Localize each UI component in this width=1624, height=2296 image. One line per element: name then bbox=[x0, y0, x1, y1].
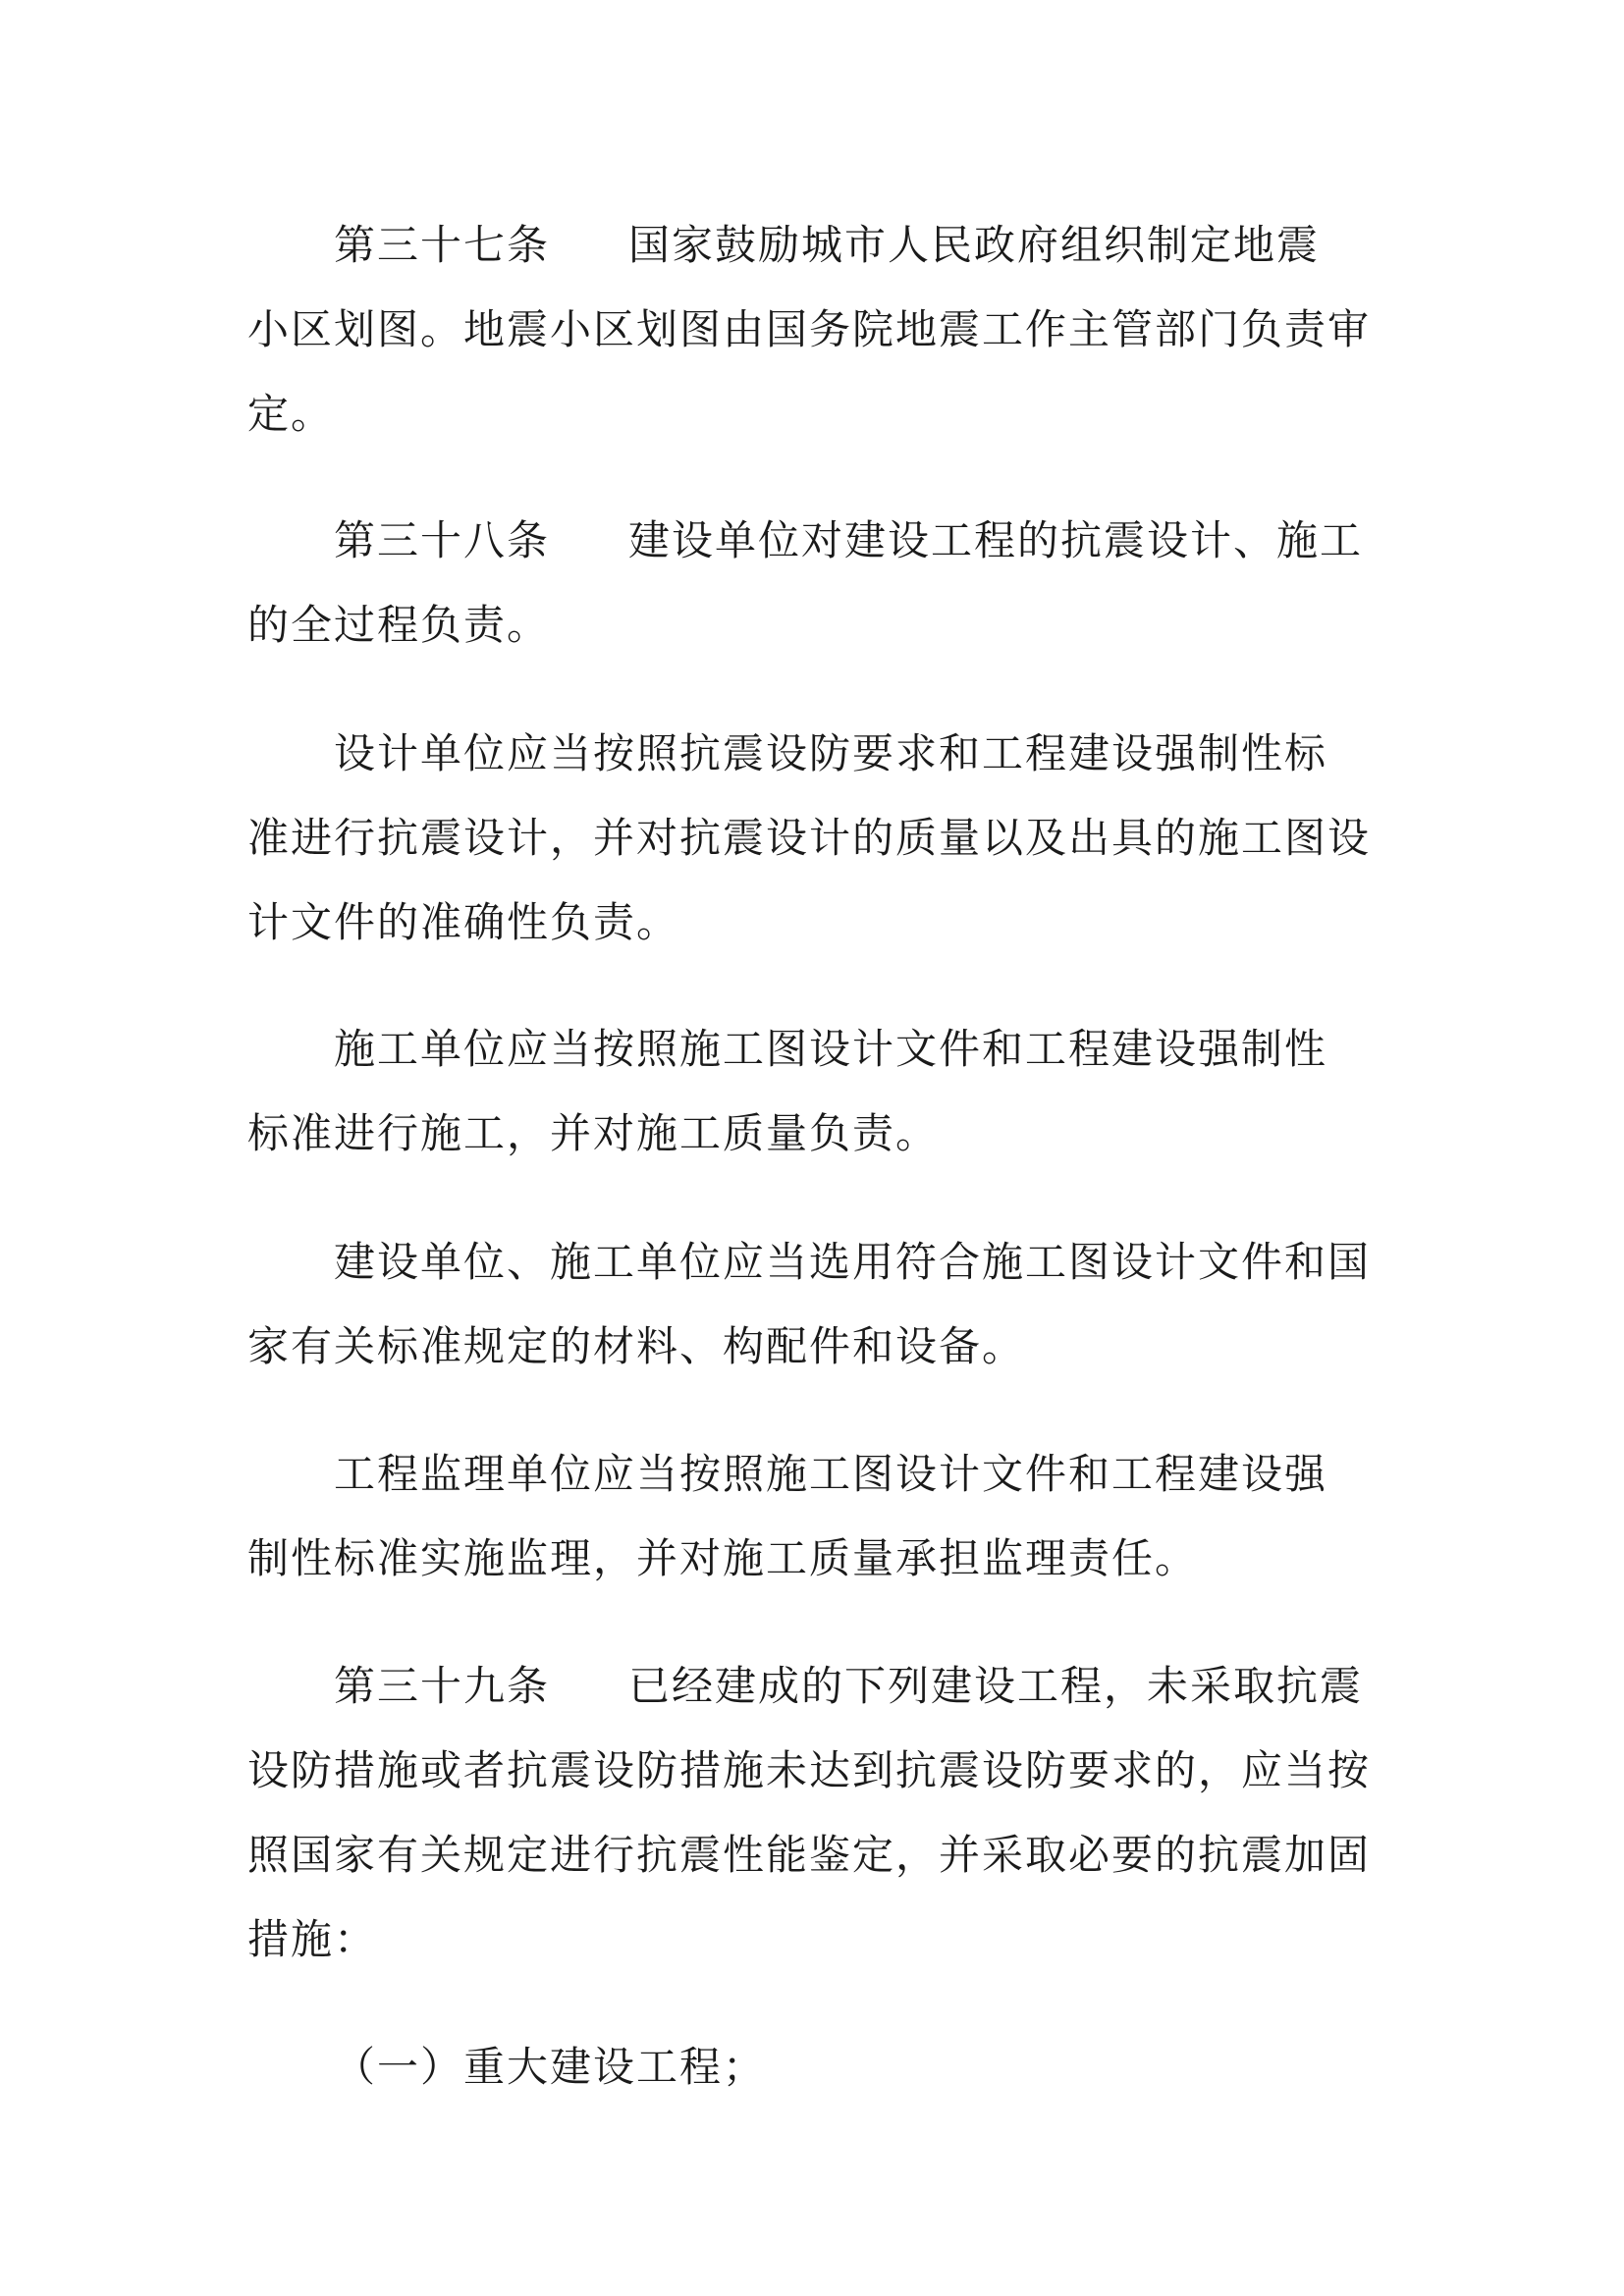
paragraph-line: 标准进行施工，并对施工质量负责。 bbox=[247, 1109, 940, 1157]
paragraph-line: 准进行抗震设计，并对抗震设计的质量以及出具的施工图设 bbox=[247, 814, 1372, 862]
article-37-first-line bbox=[334, 222, 1320, 269]
paragraph-line: 的全过程负责。 bbox=[247, 601, 551, 649]
paragraph-line: 建设单位、施工单位应当选用符合施工图设计文件和国 bbox=[334, 1238, 1372, 1286]
paragraph-line: 定。 bbox=[247, 390, 335, 438]
article-39-first-line bbox=[334, 1663, 1363, 1710]
paragraph-text: 建设单位对建设工程的抗震设计、施工 bbox=[628, 516, 1364, 564]
article-number: 第三十八条 bbox=[334, 516, 551, 564]
paragraph-line: 措施： bbox=[247, 1915, 378, 1963]
paragraph-text: 已经建成的下列建设工程，未采取抗震 bbox=[628, 1662, 1364, 1710]
paragraph-text: 国家鼓励城市人民政府组织制定地震 bbox=[628, 221, 1321, 269]
paragraph-line: 家有关标准规定的材料、构配件和设备。 bbox=[247, 1322, 1026, 1370]
paragraph-line: 施工单位应当按照施工图设计文件和工程建设强制性 bbox=[334, 1025, 1328, 1073]
article-number: 第三十七条 bbox=[334, 221, 551, 269]
article-number: 第三十九条 bbox=[334, 1662, 551, 1710]
paragraph-line: 设计单位应当按照抗震设防要求和工程建设强制性标 bbox=[334, 729, 1328, 777]
paragraph-line: 计文件的准确性负责。 bbox=[247, 898, 680, 946]
paragraph-line: 工程监理单位应当按照施工图设计文件和工程建设强 bbox=[334, 1450, 1328, 1498]
paragraph-line: 小区划图。地震小区划图由国务院地震工作主管部门负责审 bbox=[247, 305, 1372, 353]
list-item: （一）重大建设工程； bbox=[334, 2043, 767, 2091]
paragraph-line: 制性标准实施监理，并对施工质量承担监理责任。 bbox=[247, 1534, 1199, 1582]
article-38-first-line bbox=[334, 517, 1363, 564]
paragraph-line: 设防措施或者抗震设防措施未达到抗震设防要求的，应当按 bbox=[247, 1746, 1372, 1794]
paragraph-line: 照国家有关规定进行抗震性能鉴定，并采取必要的抗震加固 bbox=[247, 1831, 1372, 1879]
